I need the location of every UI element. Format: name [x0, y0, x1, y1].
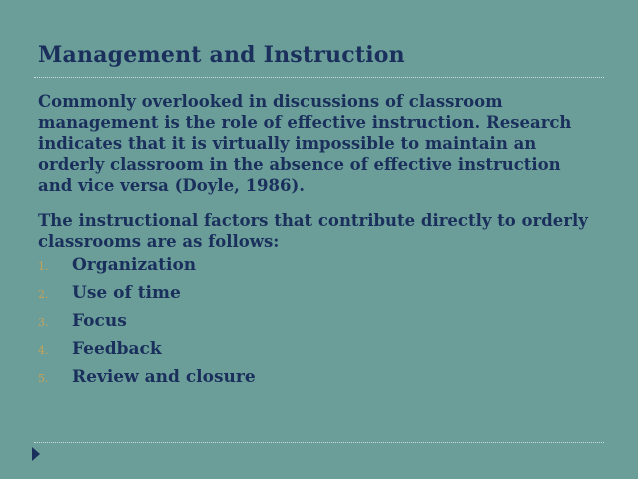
- slide-title: Management and Instruction: [38, 42, 405, 68]
- list-item: [38, 311, 598, 339]
- list-item: [38, 339, 598, 367]
- list-number: 5.: [38, 372, 49, 385]
- list-item: [38, 367, 598, 395]
- play-arrow-icon: [32, 447, 40, 461]
- factors-list: [38, 255, 598, 395]
- slide-body: [38, 91, 598, 395]
- list-text: Organization: [72, 255, 197, 275]
- paragraph-factors-intro: The instructional factors that contribute directly to orderly classrooms are as follows:: [38, 211, 588, 251]
- list-number: 4.: [38, 344, 49, 357]
- list-text: Use of time: [72, 283, 181, 303]
- list-text: Feedback: [72, 339, 162, 359]
- list-number: 3.: [38, 316, 49, 329]
- paragraph-research: Commonly overlooked in discussions of classroom management is the role of effective instruction. Research indicates that it is virtually impossible to maintain an orderly classroom in the absence of effective instruction and vice versa (Doyle, 1986).: [38, 92, 572, 195]
- list-item: [38, 255, 598, 283]
- title-divider: [34, 77, 604, 78]
- list-number: 1.: [38, 260, 49, 273]
- list-text: Focus: [72, 311, 127, 331]
- list-text: Review and closure: [72, 367, 256, 387]
- footer-divider: [34, 442, 604, 443]
- list-item: [38, 283, 598, 311]
- list-number: 2.: [38, 288, 49, 301]
